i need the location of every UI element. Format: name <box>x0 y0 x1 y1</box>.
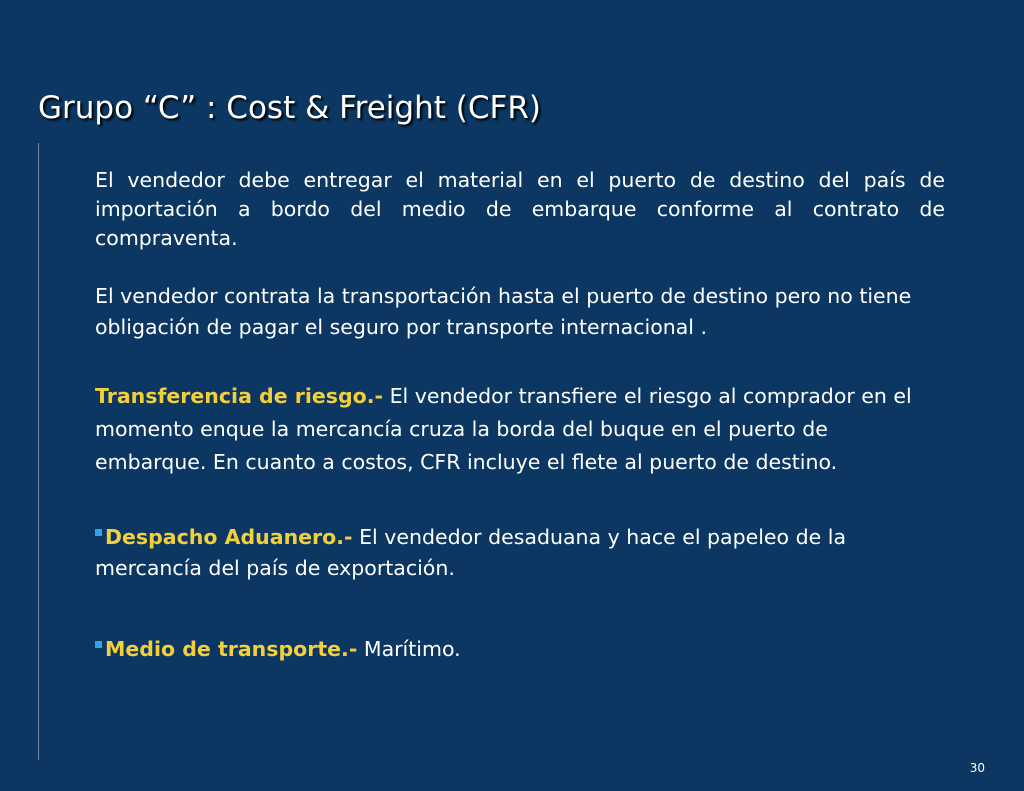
paragraph-customs <box>95 522 935 584</box>
paragraph-risk-transfer <box>95 380 935 479</box>
square-bullet-icon <box>95 529 102 536</box>
transport-text: Marítimo. <box>357 637 461 661</box>
customs-text: El vendedor desaduana y hace el papeleo de la mercancía del país de exportación. <box>95 525 847 580</box>
vertical-divider <box>38 143 39 760</box>
slide-title: Grupo “C” : Cost & Freight (CFR) <box>38 90 541 126</box>
paragraph-transport-contract: El vendedor contrata la transportación hasta el puerto de destino pero no tiene obligación de pagar el seguro por transporte internacional . <box>95 284 912 339</box>
risk-transfer-text: El vendedor transfiere el riesgo al comprador en el momento enque la mercancía cruza la borda del buque en el puerto de embarque. En cuanto a costos, CFR incluye el flete al puerto de destino. <box>95 384 912 474</box>
customs-label: Despacho Aduanero.- <box>105 525 353 549</box>
transport-label: Medio de transporte.- <box>105 637 358 661</box>
risk-transfer-label: Transferencia de riesgo.- <box>95 384 384 408</box>
square-bullet-icon <box>95 641 102 648</box>
paragraph-transport-mode <box>95 634 945 665</box>
page-number: 30 <box>969 761 985 775</box>
paragraph-delivery: El vendedor debe entregar el material en el puerto de destino del país de importación a bordo del medio de embarque conforme al contrato de compraventa. <box>95 168 945 250</box>
